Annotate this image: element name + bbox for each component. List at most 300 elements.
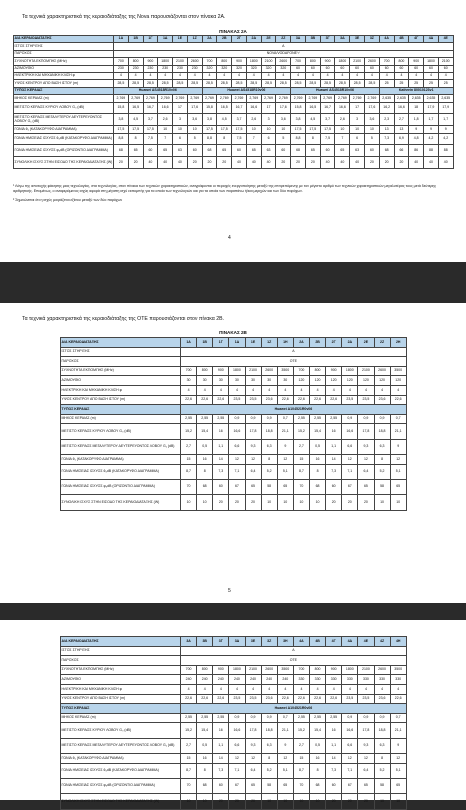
table-cell: 25 bbox=[424, 80, 439, 87]
table-cell: 700 bbox=[181, 366, 197, 376]
table-cell: 3,7 bbox=[143, 114, 158, 126]
table-cell: 2,55 bbox=[181, 414, 197, 424]
table-cell: 7,5 bbox=[320, 133, 335, 145]
table-cell: 15 bbox=[181, 455, 197, 465]
table-cell: 88 bbox=[424, 145, 439, 157]
table-cell: 60 bbox=[213, 480, 229, 495]
table-cell: 4 bbox=[293, 684, 309, 694]
table-cell: 700 bbox=[293, 665, 309, 675]
table-row bbox=[61, 455, 407, 465]
table-title: ΠΙΝΑΚΑΣ 2Α bbox=[219, 29, 247, 34]
table-cell: 4 bbox=[276, 72, 291, 79]
table-cell: 15,8 bbox=[202, 102, 217, 114]
table-cell: 330 bbox=[310, 675, 326, 685]
table-cell: 4 bbox=[365, 72, 380, 79]
table-cell: 9 bbox=[424, 126, 439, 133]
table-cell: 16 bbox=[213, 424, 229, 439]
table-cell: 3Ζ bbox=[261, 637, 277, 647]
table-cell: 20 bbox=[187, 157, 202, 169]
table-cell: 2Α bbox=[202, 36, 217, 43]
table-cell: 2Β bbox=[217, 36, 232, 43]
table-cell: 10 bbox=[197, 794, 213, 809]
table-cell: 4 bbox=[424, 72, 439, 79]
table-cell: 8 bbox=[197, 763, 213, 778]
table-cell: 120 bbox=[293, 376, 309, 386]
table-cell: 4Β bbox=[310, 637, 326, 647]
table-cell: 8 bbox=[261, 455, 277, 465]
table-cell: 6,6 bbox=[229, 738, 245, 753]
table-cell: 700 bbox=[202, 58, 217, 65]
table-cell: 40 bbox=[320, 157, 335, 169]
table-cell: 2,55 bbox=[181, 713, 197, 723]
table-cell: 60 bbox=[291, 65, 306, 72]
table-cell: 68 bbox=[197, 779, 213, 794]
table-cell: 2,769 bbox=[305, 95, 320, 102]
table-cell: ΓΩΝΙΑ ΗΜΙΣΕΙΑΣ ΙΣΧΥΟΣ θ₃dB (ΚΑΤΑΚΟΡΥΦΟ ΔΙΑΓΡΑΜΜΑ) bbox=[14, 133, 114, 145]
intro-text: Τα τεχνικά χαρακτηριστικά της κεραιοδιάταξης της ΟΤΕ παρουσιάζονται στον πίνακα 2Β. bbox=[22, 316, 224, 322]
table-cell: 2,769 bbox=[187, 95, 202, 102]
table-row-antenna-type bbox=[61, 405, 407, 415]
table-cell: 10 bbox=[187, 126, 202, 133]
table-row bbox=[61, 385, 407, 395]
table-cell: 240 bbox=[197, 675, 213, 685]
table-row bbox=[61, 414, 407, 424]
table-cell: ΜΗΚΟΣ ΚΕΡΑΙΑΣ (m) bbox=[61, 414, 181, 424]
table-cell: 3500 bbox=[390, 665, 406, 675]
table-cell: 900 bbox=[213, 665, 229, 675]
table-cell: 4,5 bbox=[305, 114, 320, 126]
table-cell: 15,2 bbox=[293, 723, 309, 738]
table-cell: 9 bbox=[277, 439, 293, 454]
table-cell: 8,8 bbox=[291, 133, 306, 145]
table-cell: 3Ε bbox=[350, 36, 365, 43]
table-cell: 5,1 bbox=[390, 763, 406, 778]
table-cell: ΑΖΙΜΟΥΘΙΟ bbox=[61, 675, 181, 685]
table-cell: 15 bbox=[293, 754, 309, 764]
table-cell: ΤΥΠΟΣ ΚΕΡΑΙΑΣ bbox=[14, 87, 114, 94]
table-cell: 8 bbox=[197, 464, 213, 479]
table-cell: 4 bbox=[114, 72, 129, 79]
table-cell: 60 bbox=[326, 779, 342, 794]
table-cell: 17,5 bbox=[305, 126, 320, 133]
table-cell: 3,8 bbox=[114, 114, 129, 126]
table-cell: 14 bbox=[213, 754, 229, 764]
table-cell: 2Ε bbox=[358, 338, 374, 348]
table-cell: 16 bbox=[197, 455, 213, 465]
table-cell: 22,6 bbox=[213, 694, 229, 704]
table-row-provider bbox=[61, 656, 407, 666]
table-cell: 0,7 bbox=[277, 713, 293, 723]
table-cell: 6,6 bbox=[229, 439, 245, 454]
table-cell: 2,635 bbox=[424, 95, 439, 102]
table-cell: 22,6 bbox=[326, 694, 342, 704]
table-cell: 700 bbox=[291, 58, 306, 65]
table-row bbox=[14, 58, 454, 65]
table-cell: 3Γ bbox=[320, 36, 335, 43]
table-cell: 10 bbox=[173, 126, 188, 133]
table-cell: 10 bbox=[350, 126, 365, 133]
table-cell: 230 bbox=[187, 65, 202, 72]
table-cell: 60 bbox=[187, 145, 202, 157]
table-cell: ΑΖΙΜΟΥΘΙΟ bbox=[61, 376, 181, 386]
table-cell: ΜΕΓΙΣΤΟ ΚΕΡΔΟΣ ΜΕΓΑΛΥΤΕΡΟΥ ΔΕΥΤΕΡΕΥΟΝΤΟΣ ΛΟΒΟΥ G₁ (dB) bbox=[61, 439, 181, 454]
table-cell: 7 bbox=[158, 133, 173, 145]
table-cell: Α bbox=[114, 43, 454, 50]
table-cell: 1Β bbox=[128, 36, 143, 43]
table-cell: 65 bbox=[158, 145, 173, 157]
table-cell: 20 bbox=[305, 157, 320, 169]
table-cell: 2,55 bbox=[213, 414, 229, 424]
table-cell: 9 bbox=[409, 126, 424, 133]
table-cell: 3Ε bbox=[245, 637, 261, 647]
table-cell: 2100 bbox=[438, 58, 453, 65]
table-cell: 23,6 bbox=[261, 694, 277, 704]
table-cell: 2,635 bbox=[379, 95, 394, 102]
table-row bbox=[61, 439, 407, 454]
table-cell: 800 bbox=[197, 366, 213, 376]
table-cell: 17,5 bbox=[128, 126, 143, 133]
table-cell: 1800 bbox=[342, 665, 358, 675]
table-cell: 86 bbox=[409, 145, 424, 157]
page-number: 4 bbox=[228, 235, 231, 241]
table-cell: 330 bbox=[326, 675, 342, 685]
table-cell: 40 bbox=[158, 157, 173, 169]
table-cell: 20 bbox=[379, 157, 394, 169]
table-cell: Huawei AS4518R10v06 bbox=[291, 87, 380, 94]
table-cell: 4 bbox=[374, 684, 390, 694]
table-cell: 4 bbox=[213, 684, 229, 694]
table-row bbox=[61, 713, 407, 723]
table-cell: 17,6 bbox=[365, 102, 380, 114]
table-cell: 2Ε bbox=[261, 36, 276, 43]
table-cell: 60 bbox=[350, 65, 365, 72]
table-cell: ΑΖΙΜΟΥΘΙΟ bbox=[14, 65, 114, 72]
table-cell: 30 bbox=[261, 376, 277, 386]
table-cell: 15,8 bbox=[114, 102, 129, 114]
table-row bbox=[61, 723, 407, 738]
table-cell: 4 bbox=[310, 684, 326, 694]
table-cell: 20 bbox=[365, 157, 380, 169]
table-cell: 5 bbox=[187, 133, 202, 145]
table-cell: 68 bbox=[202, 145, 217, 157]
table-cell: 2Γ bbox=[232, 36, 247, 43]
table-cell: ΣΥΧΝΟΤΗΤΑ ΕΚΠΟΜΠΗΣ (MHz) bbox=[61, 366, 181, 376]
table-cell: 4 bbox=[245, 684, 261, 694]
table-cell: 320 bbox=[261, 65, 276, 72]
table-cell: 4,2 bbox=[438, 133, 453, 145]
table-cell: 1800 bbox=[229, 665, 245, 675]
table-cell: 3,7 bbox=[320, 114, 335, 126]
table-cell: 320 bbox=[217, 65, 232, 72]
table-row bbox=[61, 754, 407, 764]
table-cell: 20 bbox=[213, 794, 229, 809]
table-cell: ΤΥΠΟΣ ΚΕΡΑΙΑΣ bbox=[61, 704, 181, 714]
table-cell: 4Ε bbox=[358, 637, 374, 647]
table-cell: 28,5 bbox=[114, 80, 129, 87]
table-cell: 17,8 bbox=[245, 723, 261, 738]
table-cell: 15,2 bbox=[181, 424, 197, 439]
table-cell: 20 bbox=[326, 794, 342, 809]
table-cell: 4 bbox=[229, 684, 245, 694]
table-cell: 120 bbox=[310, 376, 326, 386]
table-cell: 18,8 bbox=[374, 424, 390, 439]
table-cell: 10 bbox=[277, 794, 293, 809]
table-row bbox=[61, 665, 407, 675]
table-cell: 0,5 bbox=[310, 738, 326, 753]
table-cell: 4 bbox=[277, 385, 293, 395]
table-cell: 4,5 bbox=[128, 114, 143, 126]
table-cell: 1Ζ bbox=[261, 338, 277, 348]
table-cell: 2,769 bbox=[128, 95, 143, 102]
table-cell: 330 bbox=[358, 675, 374, 685]
table-cell: ΓΩΝΙΑ θ₁ (ΚΑΤΑΚΟΡΥΦΟ ΔΙΑΓΡΑΜΜΑ) bbox=[61, 754, 181, 764]
table-cell: 12 bbox=[229, 754, 245, 764]
table-cell: 900 bbox=[320, 58, 335, 65]
table-cell: 20 bbox=[291, 157, 306, 169]
table-cell: ΜΗΚΟΣ ΚΕΡΑΙΑΣ (m) bbox=[14, 95, 114, 102]
table-2b-continued bbox=[60, 636, 407, 810]
table-cell: 2Α bbox=[293, 338, 309, 348]
table-cell: 1800 bbox=[229, 366, 245, 376]
table-row-antenna-type bbox=[14, 87, 454, 94]
table-cell: 16,6 bbox=[342, 723, 358, 738]
table-cell: 60 bbox=[424, 65, 439, 72]
table-cell: 1800 bbox=[246, 58, 261, 65]
table-cell: 3,8 bbox=[202, 114, 217, 126]
table-cell: 3500 bbox=[277, 366, 293, 376]
table-cell: Huawei A104521R0v06 bbox=[181, 405, 407, 415]
table-cell: 4 bbox=[326, 385, 342, 395]
table-cell: 16,7 bbox=[320, 102, 335, 114]
table-cell: 4Γ bbox=[326, 637, 342, 647]
table-2b bbox=[60, 337, 407, 511]
table-cell: 2,7 bbox=[293, 439, 309, 454]
table-cell: 22,6 bbox=[293, 694, 309, 704]
table-cell: 4Ε bbox=[438, 36, 453, 43]
table-cell: 67 bbox=[342, 480, 358, 495]
table-cell: 28,5 bbox=[232, 80, 247, 87]
table-cell: 4 bbox=[213, 385, 229, 395]
table-cell: 1,1 bbox=[326, 738, 342, 753]
table-cell: 28,5 bbox=[158, 80, 173, 87]
table-cell: 2Δ bbox=[342, 338, 358, 348]
table-cell: Α/Α ΚΕΡΑΙΟΔΙΑΤΑΞΗΣ bbox=[61, 338, 181, 348]
table-cell: 4 bbox=[277, 684, 293, 694]
table-cell: 2,3 bbox=[379, 114, 394, 126]
table-cell: 4Δ bbox=[424, 36, 439, 43]
table-cell: 2,769 bbox=[246, 95, 261, 102]
table-cell: 10 bbox=[181, 495, 197, 510]
table-cell: 88 bbox=[438, 145, 453, 157]
table-cell: 1,7 bbox=[438, 114, 453, 126]
table-cell: 68 bbox=[197, 480, 213, 495]
table-row bbox=[14, 102, 454, 114]
table-cell: 16,6 bbox=[394, 102, 409, 114]
table-cell: 0,9 bbox=[358, 414, 374, 424]
table-cell: 60 bbox=[213, 779, 229, 794]
table-cell: 2600 bbox=[187, 58, 202, 65]
table-cell: 22,6 bbox=[181, 694, 197, 704]
table-cell: 7,1 bbox=[229, 763, 245, 778]
table-2a bbox=[13, 35, 454, 169]
table-cell: 22,6 bbox=[310, 694, 326, 704]
table-cell: 230 bbox=[114, 65, 129, 72]
table-cell: 40 bbox=[438, 157, 453, 169]
table-cell: 58 bbox=[261, 480, 277, 495]
table-cell: 12 bbox=[245, 455, 261, 465]
table-cell: 4 bbox=[261, 72, 276, 79]
table-cell: 7,3 bbox=[326, 464, 342, 479]
table-cell: 17,5 bbox=[217, 126, 232, 133]
table-cell: 13 bbox=[379, 126, 394, 133]
table-row bbox=[61, 376, 407, 386]
table-cell: 4 bbox=[173, 72, 188, 79]
table-cell: 4 bbox=[390, 684, 406, 694]
table-cell: 16,6 bbox=[335, 102, 350, 114]
table-cell: 4Η bbox=[390, 637, 406, 647]
table-cell: 28,5 bbox=[143, 80, 158, 87]
table-cell: 900 bbox=[326, 665, 342, 675]
table-cell: 2600 bbox=[261, 665, 277, 675]
table-cell: 10 bbox=[293, 495, 309, 510]
table-cell: 18,8 bbox=[261, 723, 277, 738]
table-cell: 40 bbox=[350, 157, 365, 169]
table-cell: 3Γ bbox=[213, 637, 229, 647]
table-cell: 16 bbox=[326, 424, 342, 439]
table-cell: 4,8 bbox=[409, 133, 424, 145]
table-cell: 3500 bbox=[390, 366, 406, 376]
table-cell: 800 bbox=[128, 58, 143, 65]
table-cell: 5,1 bbox=[277, 464, 293, 479]
table-cell: 18,8 bbox=[261, 424, 277, 439]
table-cell: 5,2 bbox=[374, 763, 390, 778]
table-cell: 1,7 bbox=[424, 114, 439, 126]
table-cell: 4 bbox=[326, 684, 342, 694]
table-cell: 2,769 bbox=[143, 95, 158, 102]
table-cell: 60 bbox=[320, 145, 335, 157]
table-cell: 330 bbox=[342, 675, 358, 685]
table-cell: 5 bbox=[365, 133, 380, 145]
table-cell: 16,7 bbox=[232, 102, 247, 114]
table-cell: 58 bbox=[374, 779, 390, 794]
table-cell: 8 bbox=[374, 754, 390, 764]
footnote-1: ¹ Λόγω της αποτυχής φάκησης μιας τεχνολογίας, στα τεχνολογίας, στον πίνακα των τεχνικών χαρακτηριστικών, αναγράφονται οι περιοχές ενεργοποίησης μεταξύ της επιτρεπόμενης με τον μέγιστο αριθμό των τεχνικών χαρακτηριστικών μεγαλυτέρας τους μετά δεύτερης αριθμητικής. Επομένως, ο αναφερόμενος ισχύς αφορά στη μέγιστη ισχύ εκπομπής για τα οποία των τεχνολογιών και για τα οποία των παραπάνω ή/και μεριχών και των δύο παρόχων. bbox=[13, 184, 437, 193]
table-cell: Kathrein 80010123v1 bbox=[379, 87, 453, 94]
table-cell: 4 bbox=[246, 72, 261, 79]
table-cell: 3,6 bbox=[276, 114, 291, 126]
table-row bbox=[14, 157, 454, 169]
table-cell: 230 bbox=[173, 65, 188, 72]
table-cell: 10 bbox=[310, 794, 326, 809]
table-cell: 15,8 bbox=[291, 102, 306, 114]
table-cell: 20 bbox=[229, 794, 245, 809]
table-cell: 13 bbox=[394, 126, 409, 133]
table-cell: 2100 bbox=[245, 665, 261, 675]
table-cell: 17 bbox=[350, 102, 365, 114]
table-cell: 240 bbox=[245, 675, 261, 685]
table-cell: 28,5 bbox=[365, 80, 380, 87]
table-cell: 2100 bbox=[173, 58, 188, 65]
table-cell: 2600 bbox=[276, 58, 291, 65]
table-cell: ΟΤΕ bbox=[181, 357, 407, 367]
table-cell: 40 bbox=[335, 157, 350, 169]
table-cell: 28,5 bbox=[276, 80, 291, 87]
table-row bbox=[14, 95, 454, 102]
table-cell: 2,6 bbox=[158, 114, 173, 126]
table-cell: 8 bbox=[305, 133, 320, 145]
table-cell: 16,6 bbox=[342, 424, 358, 439]
table-cell: 4 bbox=[128, 72, 143, 79]
table-cell: Huawei AS4518R10v06 bbox=[202, 87, 291, 94]
table-cell: Huawei A104521R0v06 bbox=[181, 704, 407, 714]
table-cell: 65 bbox=[305, 145, 320, 157]
document-page-4 bbox=[0, 0, 466, 262]
table-cell: ΤΥΠΟΣ ΚΕΡΑΙΑΣ bbox=[61, 405, 181, 415]
table-cell: 22,6 bbox=[310, 395, 326, 405]
table-cell: 4 bbox=[390, 385, 406, 395]
table-cell: 1Δ bbox=[229, 338, 245, 348]
table-cell: 3 bbox=[350, 114, 365, 126]
table-cell: 4 bbox=[291, 72, 306, 79]
table-cell: 15,4 bbox=[197, 424, 213, 439]
table-cell: 20 bbox=[394, 157, 409, 169]
table-row bbox=[14, 80, 454, 87]
footnote-2: ² Σημειώνεται ότι η ισχύς μοιράζεται εξίσου μεταξύ των δύο παρόχων bbox=[13, 198, 123, 202]
table-cell: 8,8 bbox=[202, 133, 217, 145]
table-cell: 18,8 bbox=[374, 723, 390, 738]
table-cell: 6,6 bbox=[342, 439, 358, 454]
table-cell: 63 bbox=[173, 145, 188, 157]
table-cell: 4 bbox=[394, 72, 409, 79]
table-cell: 9 bbox=[390, 738, 406, 753]
table-cell: 22,6 bbox=[390, 694, 406, 704]
table-cell: 28,5 bbox=[217, 80, 232, 87]
table-cell: NOVA/VODAFONE⁽¹⁾ bbox=[114, 50, 454, 57]
table-cell: 6,3 bbox=[261, 439, 277, 454]
table-cell: 22,6 bbox=[277, 694, 293, 704]
table-cell: 3Α bbox=[291, 36, 306, 43]
table-cell: 2,55 bbox=[213, 713, 229, 723]
table-cell: 15,4 bbox=[310, 723, 326, 738]
table-cell: 70 bbox=[181, 779, 197, 794]
table-cell: 0,5 bbox=[197, 738, 213, 753]
table-cell: 0,9 bbox=[261, 713, 277, 723]
table-cell: 0,9 bbox=[374, 414, 390, 424]
table-cell: 700 bbox=[181, 665, 197, 675]
table-cell: 7,3 bbox=[213, 464, 229, 479]
table-cell: 4 bbox=[293, 385, 309, 395]
table-cell: 60 bbox=[438, 65, 453, 72]
table-cell: 240 bbox=[277, 675, 293, 685]
table-row-system bbox=[61, 646, 407, 656]
table-cell: 2,769 bbox=[320, 95, 335, 102]
table-cell: 800 bbox=[310, 366, 326, 376]
table-cell: 9,3 bbox=[245, 439, 261, 454]
table-cell: 6,3 bbox=[374, 738, 390, 753]
table-cell: 6,4 bbox=[358, 763, 374, 778]
table-cell: 68 bbox=[310, 480, 326, 495]
table-cell: 68 bbox=[379, 145, 394, 157]
table-cell: 4 bbox=[320, 72, 335, 79]
table-cell: 23,5 bbox=[245, 395, 261, 405]
table-cell: 23,5 bbox=[342, 694, 358, 704]
table-cell: 900 bbox=[409, 58, 424, 65]
table-cell: ΜΗΚΟΣ ΚΕΡΑΙΑΣ (m) bbox=[61, 713, 181, 723]
table-cell: 800 bbox=[197, 665, 213, 675]
table-cell: 5,2 bbox=[374, 464, 390, 479]
table-cell: 4 bbox=[217, 72, 232, 79]
table-cell: 4Γ bbox=[409, 36, 424, 43]
